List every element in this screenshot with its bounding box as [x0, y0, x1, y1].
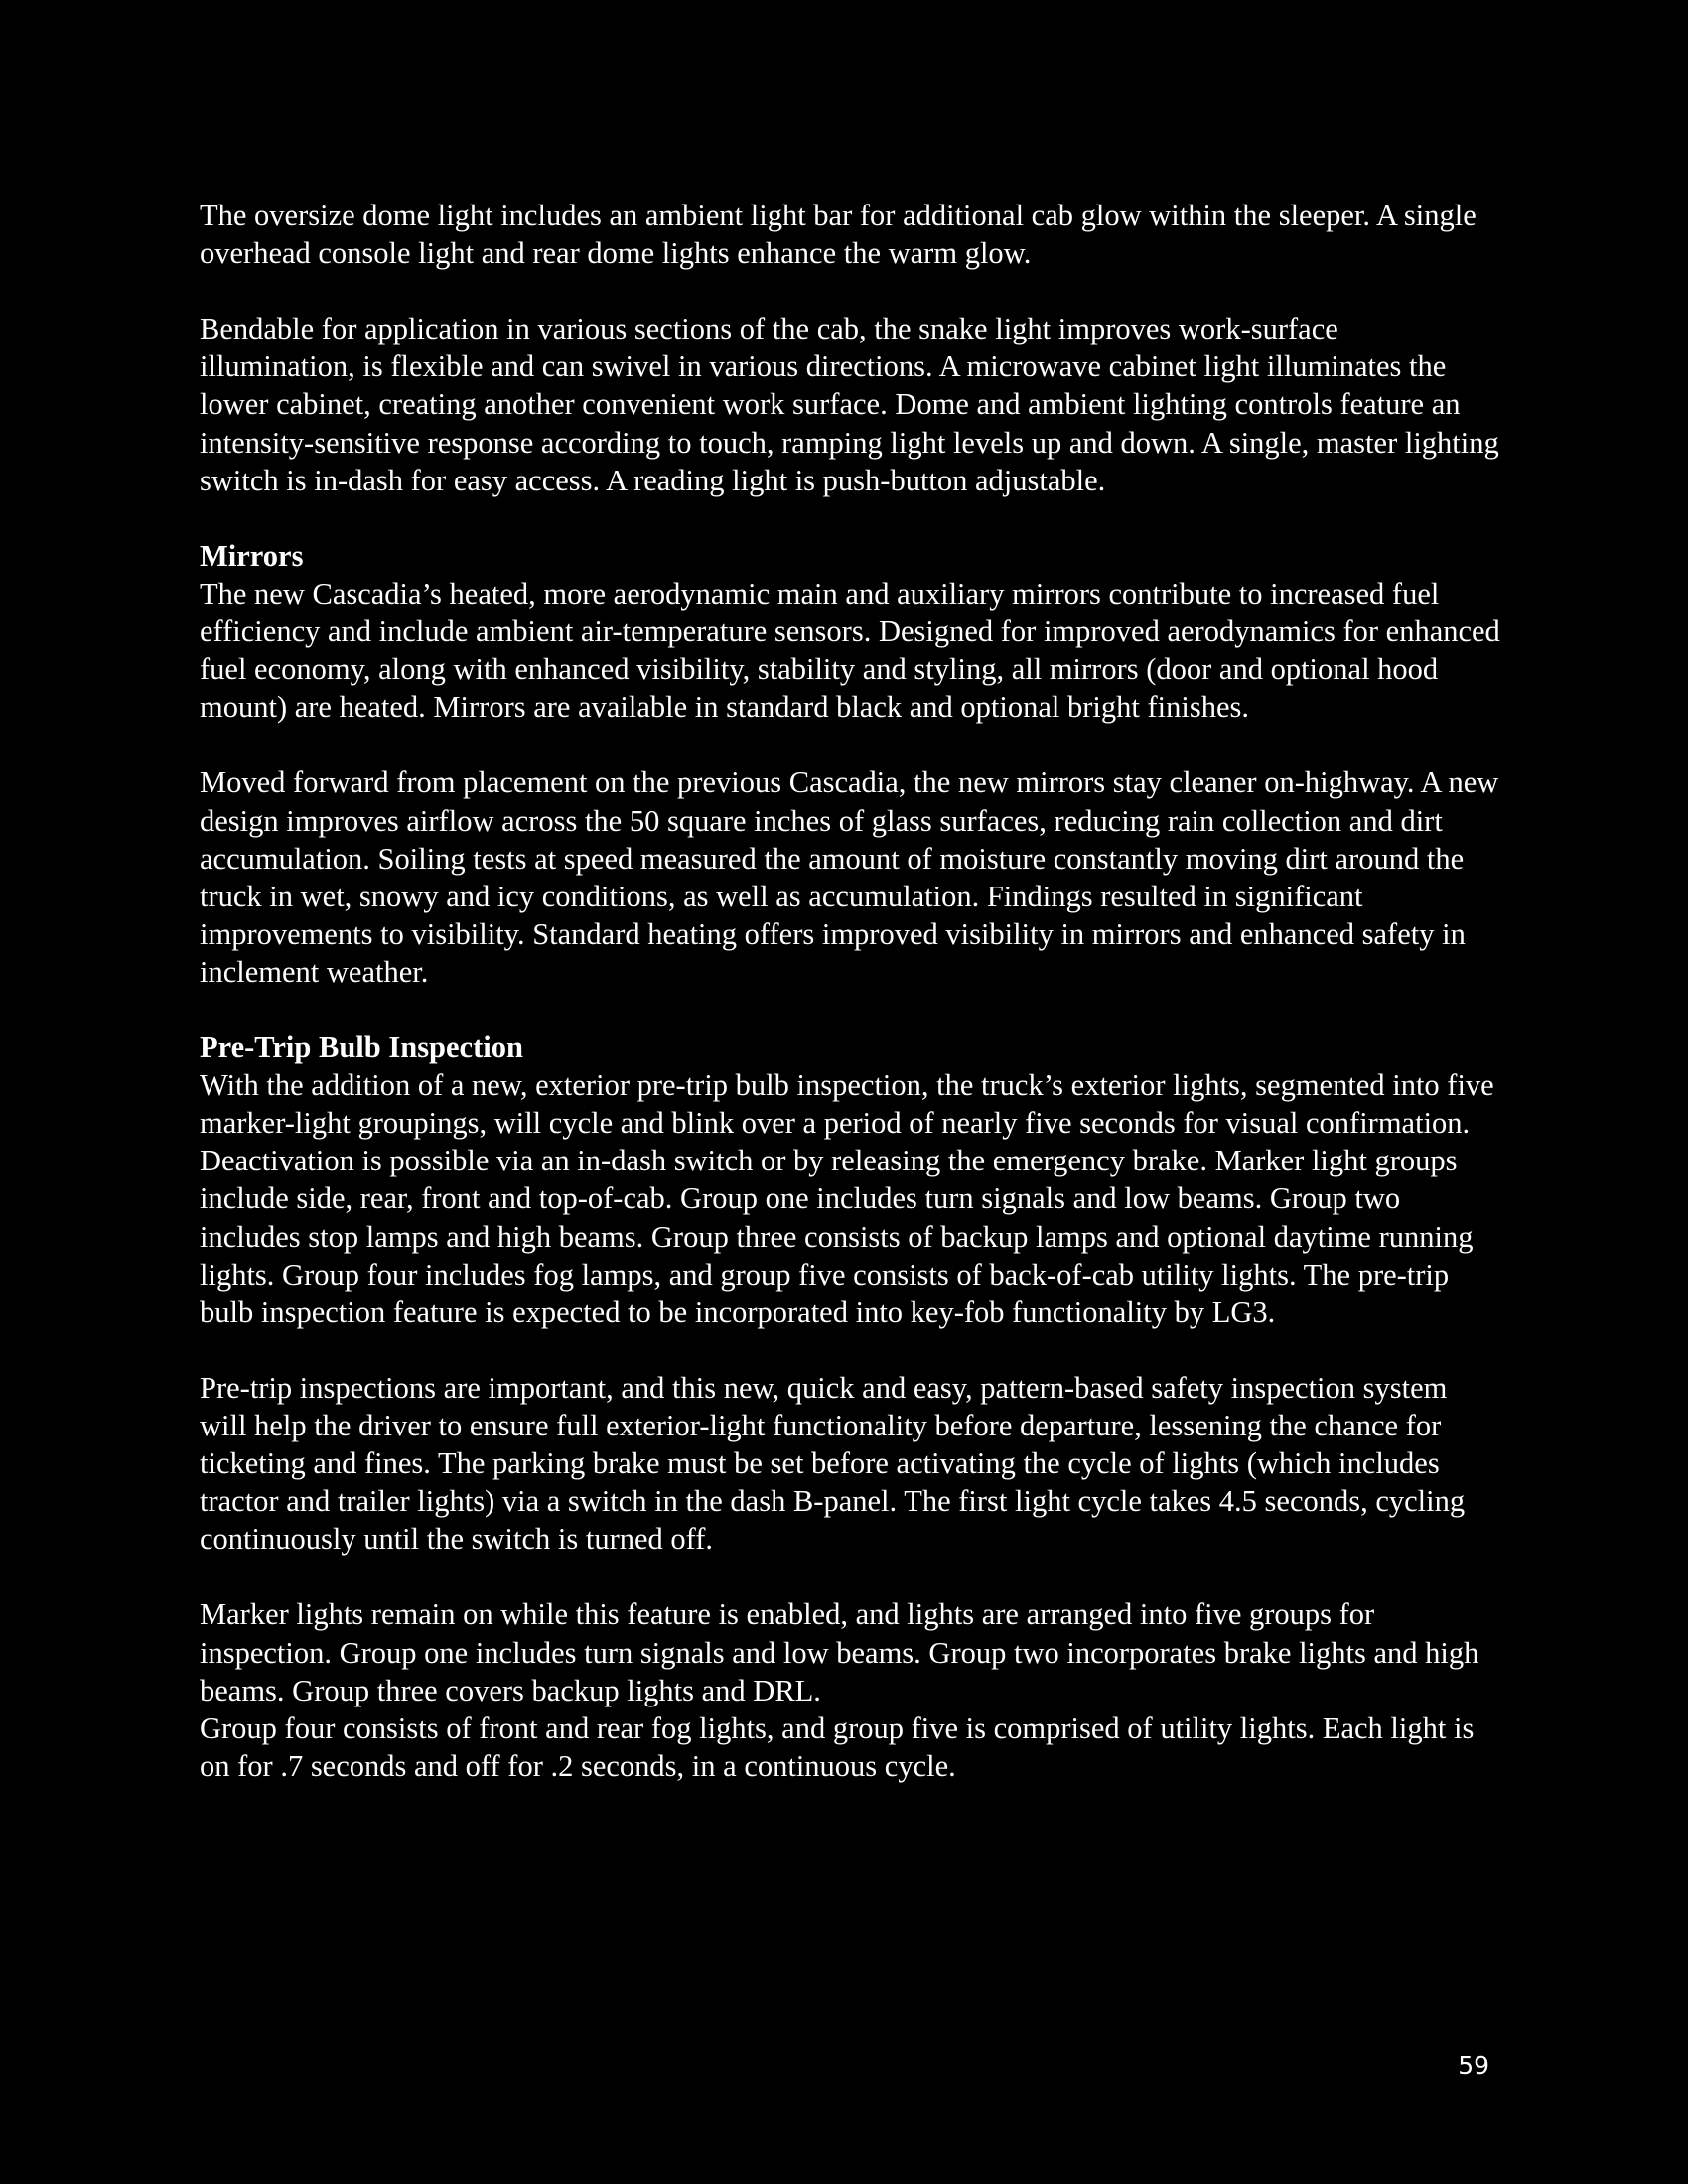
pretrip-heading: Pre-Trip Bulb Inspection — [200, 1030, 523, 1065]
pretrip-paragraph-4: Group four consists of front and rear fog lights, and group five is comprised of utility lights. Each light is on for .7 seconds and off for .2 seconds, in a continuous cycle. — [200, 1710, 1475, 1783]
page-number: 59 — [1458, 2051, 1489, 2080]
pretrip-paragraph-2: Pre-trip inspections are important, and this new, quick and easy, pattern-based safety inspection system will help the driver to ensure full exterior-light functionality before departure, lessening the chance for ticketing and fines. The parking brake must be set before activating the cycle of lights (which includes tractor and trailer lights) via a switch in the dash B-panel. The first light cycle takes 4.5 seconds, cycling continuously until the switch is turned off. — [200, 1370, 1466, 1557]
lighting-paragraph-1: The oversize dome light includes an ambient light bar for additional cab glow within the sleeper. A single overhead console light and rear dome lights enhance the warm glow. — [200, 199, 1477, 271]
pretrip-paragraph-1: With the addition of a new, exterior pre-trip bulb inspection, the truck’s exterior lights, segmented into five marker-light groupings, will cycle and blink over a period of nearly five seconds for visual confirmation. Deactivation is possible via an in-dash switch or by releasing the emergency brake. Marker light groups include side, rear, front and top-of-cab. Group one includes turn signals and low beams. Group two includes stop lamps and high beams. Group three consists of backup lamps and optional daytime running lights. Group four includes fog lamps, and group five consists of back-of-cab utility lights. The pre-trip bulb inspection feature is expected to be incorporated into key-fob functionality by LG3. — [200, 1068, 1494, 1329]
mirrors-paragraph-2: Moved forward from placement on the previous Cascadia, the new mirrors stay cleaner on-highway. A new design improves airflow across the 50 square inches of glass surfaces, reducing rain collection and dirt accumulation. Soiling tests at speed measured the amount of moisture constantly moving dirt around the truck in wet, snowy and icy conditions, as well as accumulation. Findings resulted in significant improvements to visibility. Standard heating offers improved visibility in mirrors and enhanced safety in inclement weather. — [200, 765, 1499, 989]
page-content — [200, 197, 1500, 1823]
mirrors-paragraph-1: The new Cascadia’s heated, more aerodynamic main and auxiliary mirrors contribute to increased fuel efficiency and include ambient air-temperature sensors. Designed for improved aerodynamics for enhanced fuel economy, along with enhanced visibility, stability and styling, all mirrors (door and optional hood mount) are heated. Mirrors are available in standard black and optional bright finishes. — [200, 576, 1500, 725]
mirrors-heading: Mirrors — [200, 538, 304, 573]
lighting-paragraph-2: Bendable for application in various sections of the cab, the snake light improves work-surface illumination, is flexible and can swivel in various directions. A microwave cabinet light illuminates the lower cabinet, creating another convenient work surface. Dome and ambient lighting controls feature an intensity-sensitive response according to touch, ramping light levels up and down. A single, master lighting switch is in-dash for easy access. A reading light is push-button adjustable. — [200, 312, 1499, 497]
pretrip-paragraph-3: Marker lights remain on while this feature is enabled, and lights are arranged into five groups for inspection. Group one includes turn signals and low beams. Group two incorporates brake lights and high beams. Group three covers backup lights and DRL. — [200, 1597, 1479, 1707]
